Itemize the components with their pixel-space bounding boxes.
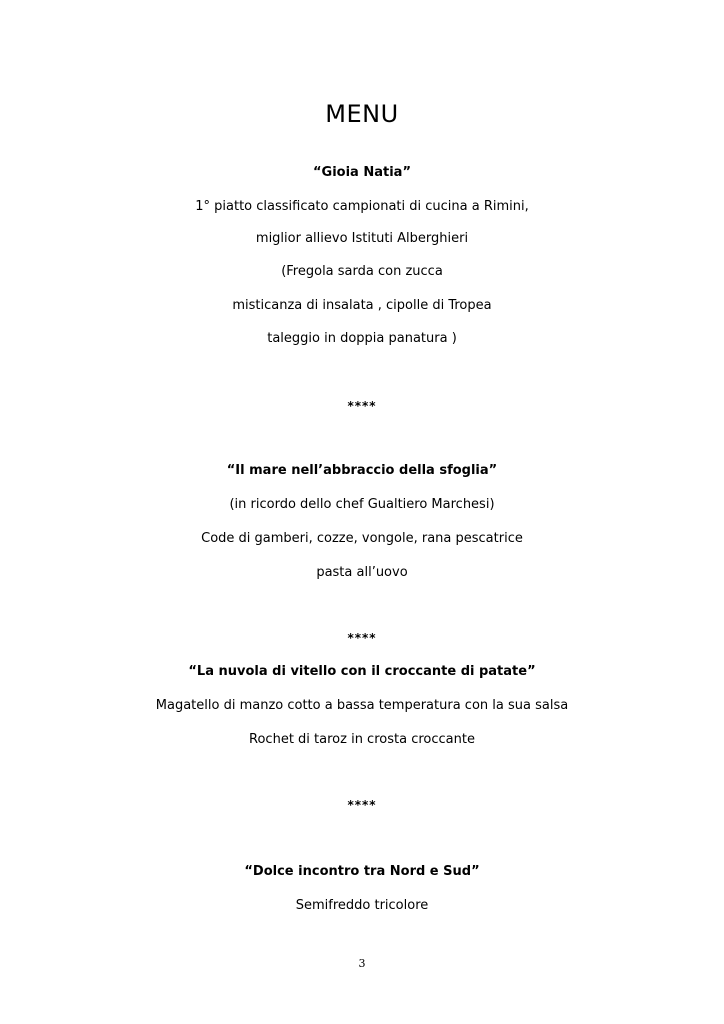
course-1-line-5: taleggio in doppia panatura ) [267,331,457,346]
course-4-line-1: Semifreddo tricolore [295,898,429,913]
course-3-name: “La nuvola di vitello con il croccante di patate” [188,664,536,679]
course-1-line-1: 1° piatto classificato campionati di cucina a Rimini, [195,199,529,214]
course-2-line-2: Code di gamberi, cozze, vongole, rana pescatrice [201,531,523,546]
course-2-line-1: (in ricordo dello chef Gualtiero Marchesi) [229,497,495,512]
course-1-line-2: miglior allievo Istituti Alberghieri [255,231,469,246]
page-number: 3 [358,957,366,970]
course-1-name: “Gioia Natia” [313,165,411,180]
menu-title: MENU [325,100,399,128]
course-1-line-4: misticanza di insalata , cipolle di Tropea [232,298,492,313]
course-2-line-3: pasta all’uovo [316,565,408,580]
course-3-line-1: Magatello di manzo cotto a bassa temperatura con la sua salsa [155,698,569,713]
course-3-line-2: Rochet di taroz in crosta croccante [249,732,475,747]
course-2-name: “Il mare nell’abbraccio della sfoglia” [226,463,498,478]
course-4-name: “Dolce incontro tra Nord e Sud” [244,864,480,879]
separator-1: **** [347,399,377,413]
course-1-line-3: (Fregola sarda con zucca [281,264,443,279]
separator-2: **** [347,631,377,645]
separator-3: **** [347,798,377,812]
